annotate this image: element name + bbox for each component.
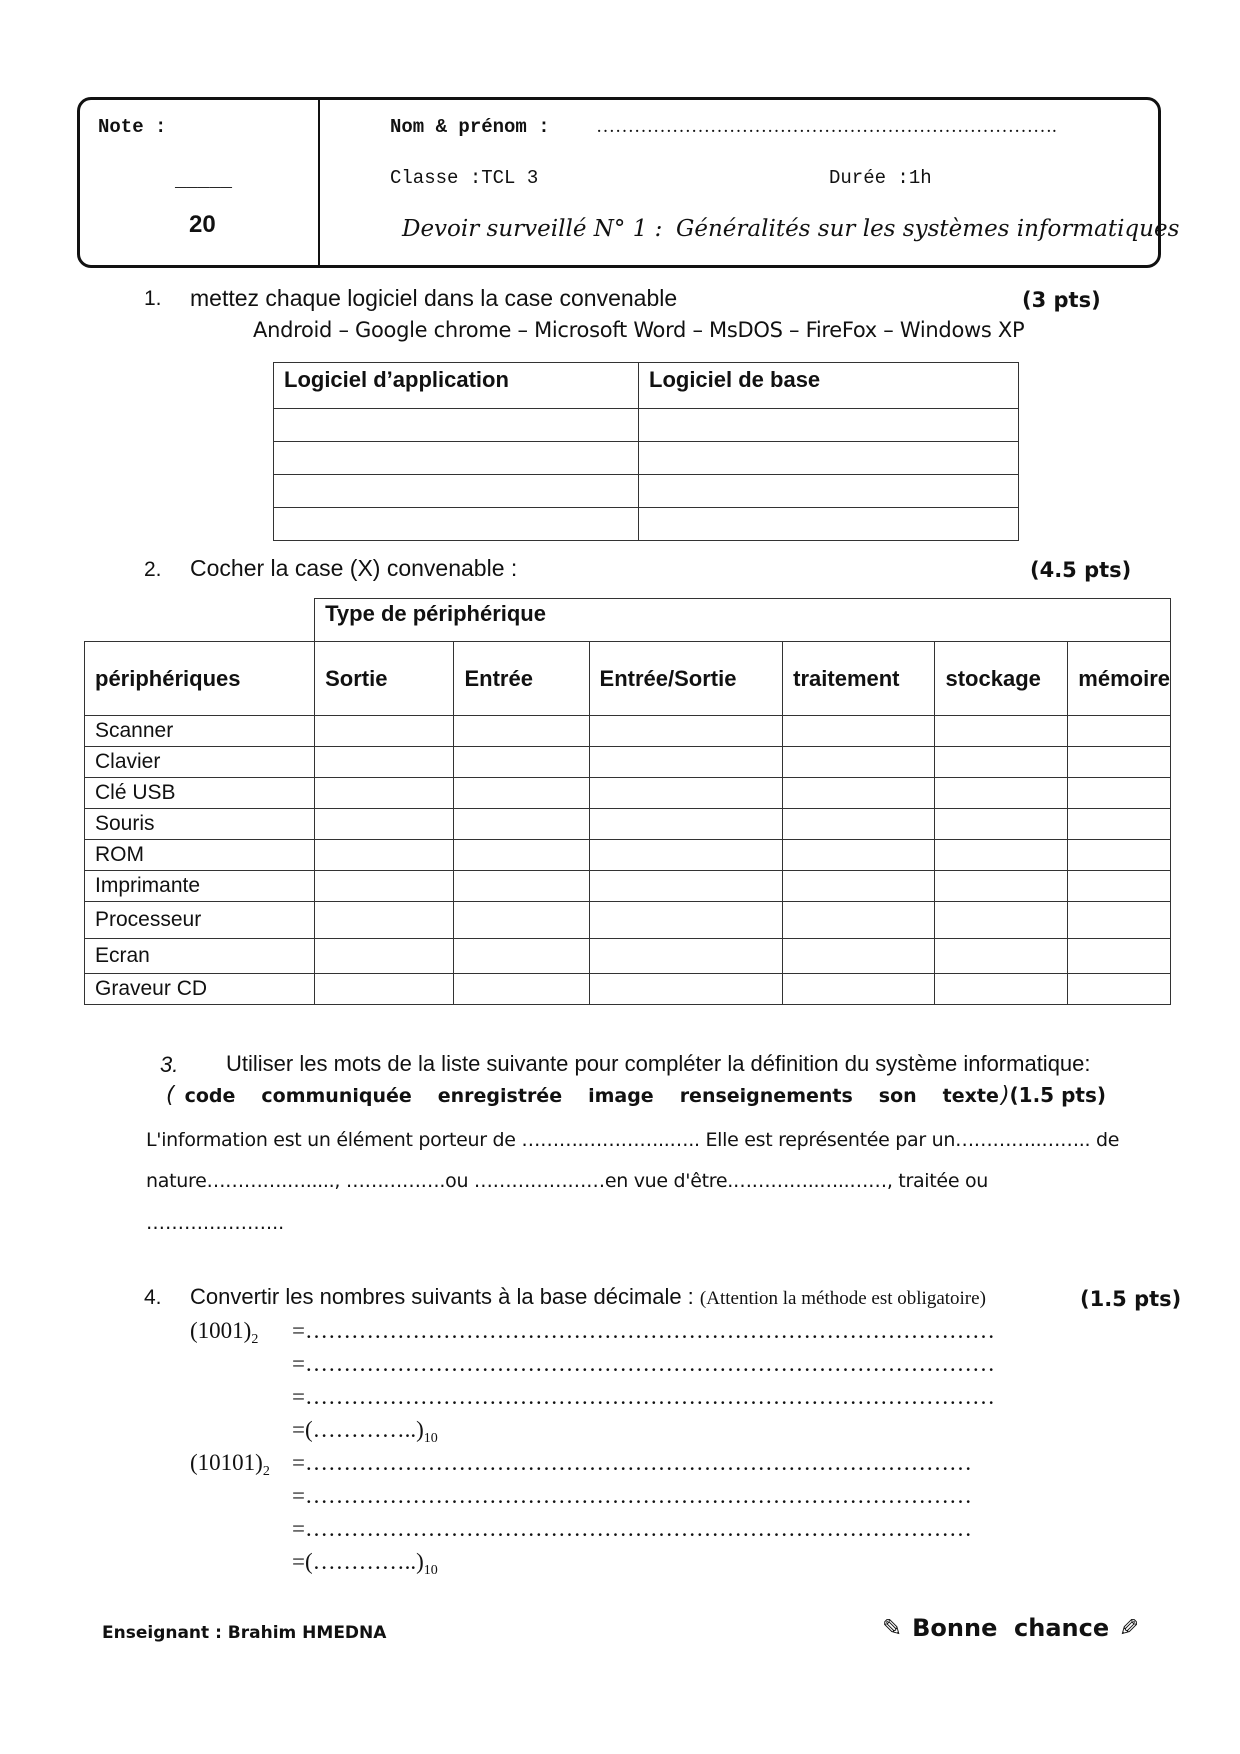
q2-header-row bbox=[85, 642, 1171, 716]
q3-close-paren: ) bbox=[1000, 1083, 1010, 1108]
q4-result-prefix: =(…………..) bbox=[292, 1549, 424, 1574]
q2-row-label: Ecran bbox=[85, 939, 315, 974]
duration-label: Durée : bbox=[829, 167, 909, 189]
q1-cell[interactable] bbox=[274, 409, 639, 442]
table-row bbox=[85, 840, 1171, 871]
q2-checkbox-cell[interactable] bbox=[935, 871, 1068, 902]
q1-cell[interactable] bbox=[639, 508, 1019, 541]
teacher-name: Enseignant : Brahim HMEDNA bbox=[102, 1623, 387, 1643]
q1-software-list: Android – Google chrome – Microsoft Word – MsDOS – FireFox – Windows XP bbox=[253, 318, 1025, 342]
q2-checkbox-cell[interactable] bbox=[935, 939, 1068, 974]
q2-row-label: Clavier bbox=[85, 747, 315, 778]
q4-base10: 10 bbox=[423, 1563, 438, 1578]
q4-result-1[interactable] bbox=[292, 1417, 438, 1447]
q2-checkbox-cell[interactable] bbox=[783, 809, 935, 840]
q2-checkbox-cell[interactable] bbox=[1068, 974, 1171, 1005]
q2-row-label: ROM bbox=[85, 840, 315, 871]
q2-group-header: Type de périphérique bbox=[315, 599, 1171, 642]
pencil-left-icon: ✎ bbox=[882, 1614, 903, 1642]
q2-checkbox-cell[interactable] bbox=[783, 902, 935, 939]
table-row bbox=[85, 974, 1171, 1005]
q2-checkbox-cell[interactable] bbox=[1068, 871, 1171, 902]
q2-checkbox-cell[interactable] bbox=[589, 716, 783, 747]
q2-checkbox-cell[interactable] bbox=[589, 871, 783, 902]
q2-checkbox-cell[interactable] bbox=[1068, 809, 1171, 840]
name-dots[interactable]: ………………………………………………………………. bbox=[596, 116, 1057, 137]
q2-row-label: Scanner bbox=[85, 716, 315, 747]
q2-checkbox-cell[interactable] bbox=[935, 747, 1068, 778]
q3-open-paren: ( bbox=[166, 1083, 175, 1108]
q2-checkbox-cell[interactable] bbox=[1068, 840, 1171, 871]
q3-points: (1.5 pts) bbox=[1009, 1083, 1106, 1107]
q4-answer-line[interactable]: =……………………………………………………………………………… bbox=[292, 1351, 995, 1376]
q2-table bbox=[84, 598, 1171, 1005]
q2-body bbox=[85, 716, 1171, 1005]
good-luck bbox=[882, 1614, 1139, 1642]
q2-checkbox-cell[interactable] bbox=[315, 902, 454, 939]
q1-cell[interactable] bbox=[274, 475, 639, 508]
class-row bbox=[390, 167, 538, 189]
q2-row-label: Clé USB bbox=[85, 778, 315, 809]
q2-checkbox-cell[interactable] bbox=[935, 716, 1068, 747]
q3-word: son bbox=[878, 1085, 917, 1107]
q2-checkbox-cell[interactable] bbox=[315, 939, 454, 974]
q4-answer-line[interactable]: =……………………………………………………………………………… bbox=[292, 1384, 995, 1409]
q4-number-1 bbox=[190, 1318, 258, 1348]
q2-checkbox-cell[interactable] bbox=[315, 809, 454, 840]
q2-checkbox-cell[interactable] bbox=[315, 716, 454, 747]
q2-checkbox-cell[interactable] bbox=[454, 902, 589, 939]
q2-checkbox-cell[interactable] bbox=[315, 840, 454, 871]
q4-number-2 bbox=[190, 1450, 270, 1480]
q4-answer-line[interactable]: =……………………………………………………………………………… bbox=[292, 1318, 995, 1343]
q3-word: communiquée bbox=[261, 1085, 412, 1107]
q2-checkbox-cell[interactable] bbox=[783, 778, 935, 809]
table-row bbox=[85, 716, 1171, 747]
q3-word: enregistrée bbox=[437, 1085, 563, 1107]
name-label: Nom & prénom : bbox=[390, 116, 550, 138]
q3-line-1[interactable]: L'information est un élément porteur de ……….…………..….. Elle est représentée par un…………..…….. de bbox=[146, 1129, 1120, 1151]
q2-checkbox-cell[interactable] bbox=[783, 939, 935, 974]
q1-number: 1. bbox=[144, 287, 162, 310]
q2-row-label: Graveur CD bbox=[85, 974, 315, 1005]
duration-row bbox=[829, 167, 932, 189]
q3-words bbox=[185, 1085, 999, 1107]
q3-word-list bbox=[166, 1083, 1106, 1108]
q3-word: image bbox=[588, 1085, 654, 1107]
q2-checkbox-cell[interactable] bbox=[783, 974, 935, 1005]
q1-table bbox=[273, 362, 1019, 541]
q3-line-2[interactable]: nature………….…....., …………….ou …………………en vue d'être.…………..…..……, traitée ou bbox=[146, 1170, 989, 1192]
q3-number: 3. bbox=[160, 1052, 179, 1077]
q2-checkbox-cell[interactable] bbox=[589, 747, 783, 778]
q2-checkbox-cell[interactable] bbox=[783, 871, 935, 902]
q3-word: code bbox=[184, 1085, 236, 1107]
q3-text: Utiliser les mots de la liste suivante pour compléter la définition du système informatique: bbox=[226, 1051, 1091, 1076]
table-row bbox=[85, 747, 1171, 778]
q1-cell[interactable] bbox=[639, 475, 1019, 508]
q2-checkbox-cell[interactable] bbox=[783, 840, 935, 871]
duration-value: 1h bbox=[908, 167, 932, 189]
q2-checkbox-cell[interactable] bbox=[1068, 939, 1171, 974]
header-divider bbox=[318, 100, 320, 265]
q2-col-5: stockage bbox=[935, 642, 1068, 716]
q1-cell[interactable] bbox=[274, 442, 639, 475]
q2-checkbox-cell[interactable] bbox=[935, 809, 1068, 840]
table-row bbox=[85, 902, 1171, 939]
q2-checkbox-cell[interactable] bbox=[454, 747, 589, 778]
q2-checkbox-cell[interactable] bbox=[935, 840, 1068, 871]
q1-cell[interactable] bbox=[639, 409, 1019, 442]
q2-col-4: traitement bbox=[783, 642, 935, 716]
pencil-right-icon: ✎ bbox=[1119, 1614, 1140, 1642]
q2-checkbox-cell[interactable] bbox=[1068, 778, 1171, 809]
class-value: TCL 3 bbox=[481, 167, 539, 189]
q4-instruction: Convertir les nombres suivants à la base décimale : bbox=[190, 1284, 694, 1309]
q4-number-1-value: (1001) bbox=[190, 1318, 252, 1343]
exam-title-right: Généralités sur les systèmes informatiques bbox=[676, 216, 1180, 242]
q2-checkbox-cell[interactable] bbox=[315, 871, 454, 902]
q2-checkbox-cell[interactable] bbox=[315, 974, 454, 1005]
q2-checkbox-cell[interactable] bbox=[454, 939, 589, 974]
q4-answer-line[interactable]: =…………………………………………………………………………… bbox=[292, 1450, 972, 1475]
q2-checkbox-cell[interactable] bbox=[315, 747, 454, 778]
q2-checkbox-cell[interactable] bbox=[589, 902, 783, 939]
q2-number: 2. bbox=[144, 558, 162, 581]
exam-title-left: Devoir surveillé N° 1 : bbox=[402, 216, 663, 242]
q2-row-label: Imprimante bbox=[85, 871, 315, 902]
q2-checkbox-cell[interactable] bbox=[589, 778, 783, 809]
q4-base10: 10 bbox=[423, 1431, 438, 1446]
q2-checkbox-cell[interactable] bbox=[315, 778, 454, 809]
q4-result-prefix: =(…………..) bbox=[292, 1417, 424, 1442]
table-row bbox=[85, 778, 1171, 809]
q2-col-2: Entrée bbox=[454, 642, 589, 716]
q4-answer-line[interactable]: =…………………………………………………………………………… bbox=[292, 1483, 972, 1508]
q2-row-label: Souris bbox=[85, 809, 315, 840]
q4-base2: 2 bbox=[251, 1332, 259, 1347]
q4-result-2[interactable] bbox=[292, 1549, 438, 1579]
table-row bbox=[85, 871, 1171, 902]
q2-checkbox-cell[interactable] bbox=[1068, 716, 1171, 747]
q2-checkbox-cell[interactable] bbox=[935, 974, 1068, 1005]
note-blank: _____ bbox=[175, 170, 233, 192]
q2-checkbox-cell[interactable] bbox=[589, 974, 783, 1005]
table-row bbox=[85, 809, 1171, 840]
q2-checkbox-cell[interactable] bbox=[454, 716, 589, 747]
q1-cell[interactable] bbox=[274, 508, 639, 541]
q2-checkbox-cell[interactable] bbox=[1068, 747, 1171, 778]
q2-col-6: mémoire bbox=[1068, 642, 1171, 716]
q2-checkbox-cell[interactable] bbox=[589, 840, 783, 871]
q2-empty-corner bbox=[85, 599, 315, 642]
q4-answer-line[interactable]: =…………………………………………………………………………… bbox=[292, 1516, 972, 1541]
q4-points: (1.5 pts) bbox=[1080, 1287, 1182, 1311]
q4-note: (Attention la méthode est obligatoire) bbox=[699, 1288, 986, 1309]
q4-number: 4. bbox=[144, 1286, 162, 1309]
note-label: Note : bbox=[98, 116, 167, 138]
q4-number-2-value: (10101) bbox=[190, 1450, 263, 1475]
q1-points: (3 pts) bbox=[1022, 288, 1101, 312]
q2-checkbox-cell[interactable] bbox=[783, 716, 935, 747]
q2-checkbox-cell[interactable] bbox=[589, 939, 783, 974]
q2-checkbox-cell[interactable] bbox=[454, 809, 589, 840]
q4-base2: 2 bbox=[262, 1464, 270, 1479]
q1-col-base: Logiciel de base bbox=[639, 363, 1019, 409]
q1-cell[interactable] bbox=[639, 442, 1019, 475]
q2-checkbox-cell[interactable] bbox=[783, 747, 935, 778]
q2-checkbox-cell[interactable] bbox=[454, 840, 589, 871]
q2-checkbox-cell[interactable] bbox=[1068, 902, 1171, 939]
q2-checkbox-cell[interactable] bbox=[454, 974, 589, 1005]
q2-checkbox-cell[interactable] bbox=[935, 902, 1068, 939]
q2-checkbox-cell[interactable] bbox=[589, 809, 783, 840]
q2-col-peripheriques: périphériques bbox=[85, 642, 315, 716]
q1-text: mettez chaque logiciel dans la case convenable bbox=[190, 285, 678, 311]
note-total: 20 bbox=[189, 211, 216, 238]
q2-col-3: Entrée/Sortie bbox=[589, 642, 783, 716]
q2-text: Cocher la case (X) convenable : bbox=[190, 555, 518, 581]
table-row bbox=[85, 939, 1171, 974]
q3-word: renseignements bbox=[679, 1085, 853, 1107]
good-luck-text: Bonne chance bbox=[912, 1614, 1110, 1642]
q3-line-3[interactable]: ……….………... bbox=[146, 1212, 285, 1234]
class-label: Classe : bbox=[390, 167, 482, 189]
q2-col-1: Sortie bbox=[315, 642, 454, 716]
q1-col-application: Logiciel d’application bbox=[274, 363, 639, 409]
q4-text bbox=[190, 1284, 986, 1310]
q2-checkbox-cell[interactable] bbox=[454, 871, 589, 902]
q2-points: (4.5 pts) bbox=[1030, 558, 1132, 582]
q3-word: texte bbox=[942, 1085, 999, 1107]
q2-checkbox-cell[interactable] bbox=[454, 778, 589, 809]
q2-checkbox-cell[interactable] bbox=[935, 778, 1068, 809]
q2-row-label: Processeur bbox=[85, 902, 315, 939]
